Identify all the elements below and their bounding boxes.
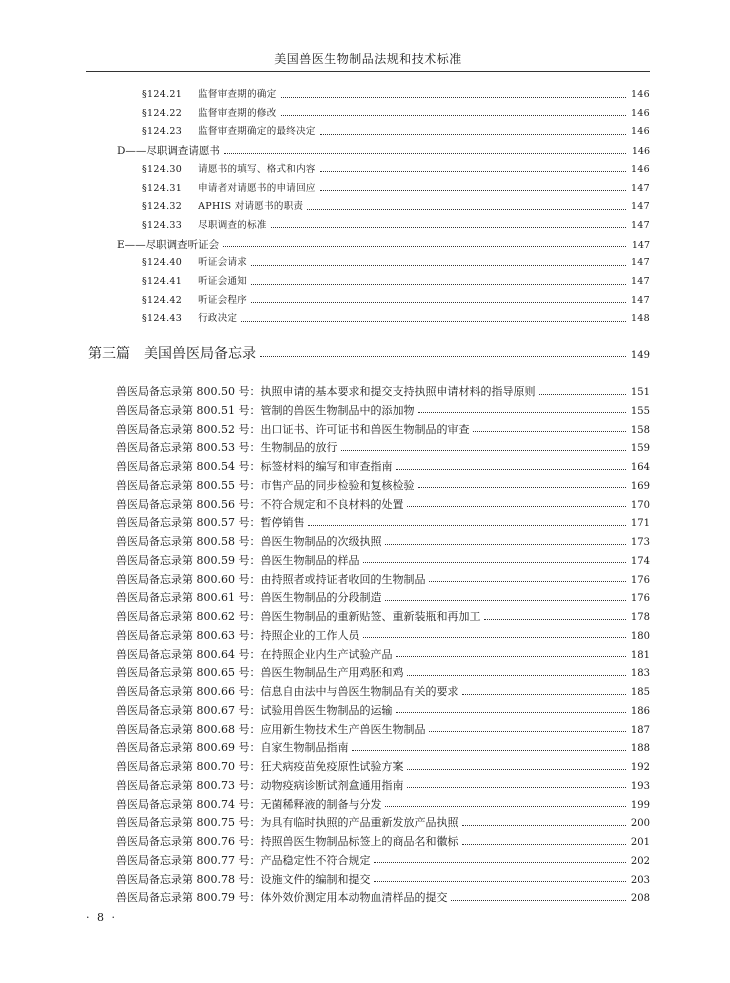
dot-leader (385, 600, 626, 601)
toc-page-number: 149 (630, 350, 650, 361)
memo-title: 标签材料的编写和审查指南 (260, 460, 393, 473)
toc-entry-section (142, 255, 650, 271)
dot-leader (407, 769, 626, 770)
dot-leader (281, 97, 627, 98)
toc-entry-section (142, 124, 650, 140)
section-title: 监督审查期确定的最终决定 (198, 126, 316, 138)
toc-page-number: 159 (630, 443, 650, 455)
toc-page-number: 183 (630, 668, 650, 680)
memo-label: 兽医局备忘录第 800.54 号： (116, 460, 261, 473)
dot-leader (473, 431, 626, 432)
toc-entry-section (142, 311, 650, 327)
section-number: §124.42 (142, 294, 183, 306)
subpart-title: E——尽职调查听证会 (117, 238, 220, 251)
memo-label: 兽医局备忘录第 800.69 号： (116, 741, 261, 755)
memo-title: 信息自由法中与兽医生物制品有关的要求 (260, 685, 459, 698)
dot-leader (251, 302, 626, 303)
toc-page-number: 147 (630, 182, 650, 194)
toc-page-number: 147 (631, 239, 650, 251)
toc-page-number: 200 (630, 818, 650, 830)
memo-title: 动物疫病诊断试剂盒通用指南 (260, 778, 404, 792)
toc-page-number: 199 (630, 799, 650, 811)
toc-page-number: 185 (630, 687, 650, 698)
toc-entry-section (142, 218, 650, 234)
toc-entry-subpart-e (117, 237, 650, 253)
memo-title: 兽医生物制品的次级执照 (260, 535, 382, 548)
toc-page-number: 170 (630, 499, 650, 511)
toc-page-number: 181 (630, 649, 650, 661)
memo-title: 兽医生物制品的样品 (260, 553, 360, 567)
dot-leader (418, 412, 626, 413)
toc-entry-memo (116, 589, 650, 607)
dot-leader (462, 825, 626, 826)
toc-page-number: 146 (630, 163, 650, 175)
memo-label: 兽医局备忘录第 800.73 号： (116, 778, 261, 792)
dot-leader (385, 544, 626, 545)
memo-label: 兽医局备忘录第 800.77 号： (116, 853, 261, 867)
toc-page-number: 151 (630, 387, 650, 398)
toc-page-number: 208 (630, 893, 650, 905)
toc-entry-part-3 (88, 343, 650, 365)
dot-leader (539, 394, 626, 395)
toc-entry-memo (116, 871, 650, 889)
toc-entry-memo (116, 664, 650, 682)
dot-leader (271, 227, 626, 228)
dot-leader (363, 562, 626, 563)
toc-page-number: 147 (630, 276, 650, 287)
dot-leader (374, 862, 626, 863)
toc-entry-section (142, 293, 650, 309)
memo-title: 体外效价测定用本动物血清样品的提交 (260, 891, 448, 905)
toc-page-number: 146 (631, 146, 650, 158)
memo-label: 兽医局备忘录第 800.68 号： (116, 722, 261, 736)
toc-entry-memo (116, 702, 650, 720)
dot-leader (429, 581, 626, 582)
section-title: 申请者对请愿书的申请回应 (198, 182, 316, 194)
memo-label: 兽医局备忘录第 800.52 号： (116, 422, 261, 436)
toc-entry-section (142, 181, 650, 197)
toc-entry-memo (116, 683, 650, 701)
toc-page-number: 146 (630, 89, 650, 100)
toc-page-number: 164 (630, 462, 650, 473)
part-title: 第三篇 美国兽医局备忘录 (88, 346, 256, 362)
toc-page-number: 171 (630, 518, 650, 530)
memo-label: 兽医局备忘录第 800.70 号： (116, 760, 261, 773)
section-title: 监督审查期的确定 (198, 89, 277, 100)
toc-entry-section (142, 162, 650, 178)
memo-title: 为具有临时执照的产品重新发放产品执照 (260, 816, 459, 830)
memo-label: 兽医局备忘录第 800.59 号： (116, 553, 261, 567)
memo-label: 兽医局备忘录第 800.78 号： (116, 872, 261, 886)
memo-label: 兽医局备忘录第 800.75 号： (116, 816, 261, 830)
memo-label: 兽医局备忘录第 800.63 号： (116, 628, 261, 642)
memo-title: 狂犬病疫苗免疫原性试验方案 (260, 760, 404, 773)
dot-leader (281, 115, 627, 116)
dot-leader (223, 246, 626, 247)
dot-leader (418, 487, 626, 488)
toc-page-number: 147 (630, 294, 650, 306)
toc-page-number: 193 (630, 780, 650, 792)
page-number: · 8 · (86, 911, 117, 924)
section-title: 监督审查期的修改 (198, 107, 277, 119)
dot-leader (352, 750, 626, 751)
toc-page-number: 202 (630, 855, 650, 867)
memo-label: 兽医局备忘录第 800.57 号： (116, 516, 261, 530)
memo-label: 兽医局备忘录第 800.65 号： (116, 666, 261, 680)
subpart-title: D——尽职调查请愿书 (117, 145, 220, 158)
memo-title: 持照企业的工作人员 (260, 628, 360, 642)
dot-leader (484, 619, 626, 620)
toc-entry-memo (116, 889, 650, 907)
toc-entry-memo (116, 571, 650, 589)
toc-entry-memo (116, 627, 650, 645)
memo-label: 兽医局备忘录第 800.55 号： (116, 478, 261, 492)
memo-title: 持照兽医生物制品标签上的商品名和徽标 (260, 835, 459, 848)
memo-title: 生物制品的放行 (260, 441, 338, 455)
dot-leader (320, 171, 626, 172)
section-number: §124.33 (142, 219, 183, 231)
toc-page-number: 186 (630, 705, 650, 717)
toc-entry-section (142, 274, 650, 290)
toc-entry-section (142, 106, 650, 122)
dot-leader (320, 134, 626, 135)
memo-label: 兽医局备忘录第 800.66 号： (116, 685, 261, 698)
toc-page-number: 147 (630, 257, 650, 269)
toc-entry-section (142, 87, 650, 103)
dot-leader (308, 525, 626, 526)
toc-entry-memo (116, 814, 650, 832)
toc-page-number: 174 (630, 555, 650, 567)
memo-title: 兽医生物制品的重新贴签、重新装瓶和再加工 (260, 610, 481, 623)
toc-page-number: 192 (630, 762, 650, 773)
toc-entry-memo (116, 496, 650, 514)
toc-entry-memo (116, 402, 650, 420)
toc-entry-memo (116, 721, 650, 739)
dot-leader (396, 469, 626, 470)
toc-entry-subpart-d (117, 143, 650, 159)
section-number: §124.40 (142, 257, 183, 269)
toc-page-number: 176 (630, 574, 650, 586)
dot-leader (451, 900, 626, 901)
memo-title: 兽医生物制品的分段制造 (260, 591, 382, 605)
toc-entry-memo (116, 833, 650, 851)
toc-page-number: 201 (630, 837, 650, 848)
toc-entry-memo (116, 458, 650, 476)
toc-page-number: 178 (630, 612, 650, 623)
toc-page-number: 180 (630, 630, 650, 642)
memo-label: 兽医局备忘录第 800.64 号： (116, 647, 261, 661)
section-number: §124.41 (142, 276, 183, 287)
dot-leader (224, 153, 626, 154)
memo-title: 由持照者或持证者收回的生物制品 (260, 572, 426, 586)
section-number: §124.30 (142, 163, 183, 175)
toc-entry-memo (116, 477, 650, 495)
dot-leader (429, 731, 626, 732)
dot-leader (251, 284, 626, 285)
toc-entry-memo (116, 796, 650, 814)
memo-title: 出口证书、许可证书和兽医生物制品的审查 (260, 422, 470, 436)
toc-page-number: 169 (630, 480, 650, 492)
dot-leader (341, 450, 626, 451)
section-number: §124.31 (142, 182, 183, 194)
toc-page-number: 155 (630, 405, 650, 417)
toc-entry-memo (116, 552, 650, 570)
dot-leader (385, 806, 626, 807)
toc-page-number: 147 (630, 219, 650, 231)
section-title: 听证会程序 (198, 294, 248, 306)
section-number: §124.21 (142, 89, 183, 100)
memo-title: 不符合规定和不良材料的处置 (260, 497, 404, 511)
section-number: §124.43 (142, 313, 183, 325)
toc-entry-memo (116, 439, 650, 457)
toc-page-number: 158 (630, 424, 650, 436)
dot-leader (307, 209, 626, 210)
section-number: §124.32 (142, 201, 183, 213)
dot-leader (407, 506, 626, 507)
dot-leader (363, 637, 626, 638)
memo-label: 兽医局备忘录第 800.51 号： (116, 403, 261, 417)
toc-page-number: 188 (630, 743, 650, 755)
toc-entry-memo (116, 383, 650, 401)
dot-leader (462, 844, 626, 845)
memo-title: 应用新生物技术生产兽医生物制品 (260, 722, 426, 736)
dot-leader (407, 675, 626, 676)
running-header: 美国兽医生物制品法规和技术标准 (274, 52, 462, 66)
toc-entry-memo (116, 739, 650, 757)
section-number: §124.22 (142, 107, 183, 119)
toc-entry-memo (116, 852, 650, 870)
memo-label: 兽医局备忘录第 800.61 号： (116, 591, 261, 605)
memo-label: 兽医局备忘录第 800.67 号： (116, 703, 261, 717)
memo-title: 管制的兽医生物制品中的添加物 (260, 403, 415, 417)
memo-label: 兽医局备忘录第 800.76 号： (116, 835, 261, 848)
toc-entry-memo (116, 758, 650, 776)
toc-page-number: 203 (630, 874, 650, 886)
memo-title: 试验用兽医生物制品的运输 (260, 703, 393, 717)
memo-label: 兽医局备忘录第 800.58 号： (116, 535, 261, 548)
section-title: 听证会请求 (198, 257, 248, 269)
header-rule (86, 71, 650, 72)
toc-page-number: 147 (630, 201, 650, 213)
toc-page-number: 176 (630, 593, 650, 605)
section-title: APHIS 对请愿书的职责 (198, 201, 304, 213)
memo-label: 兽医局备忘录第 800.62 号： (116, 610, 261, 623)
dot-leader (396, 712, 626, 713)
section-number: §124.23 (142, 126, 183, 138)
toc-entry-memo (116, 777, 650, 795)
memo-label: 兽医局备忘录第 800.79 号： (116, 891, 261, 905)
section-title: 听证会通知 (198, 276, 248, 287)
section-title: 尽职调查的标准 (198, 219, 267, 231)
dot-leader (396, 656, 626, 657)
toc-page-number: 146 (630, 107, 650, 119)
memo-title: 产品稳定性不符合规定 (260, 853, 371, 867)
dot-leader (407, 787, 626, 788)
dot-leader (260, 356, 626, 357)
memo-title: 兽医生物制品生产用鸡胚和鸡 (260, 666, 404, 680)
toc-entry-memo (116, 608, 650, 626)
toc-entry-memo (116, 421, 650, 439)
memo-label: 兽医局备忘录第 800.74 号： (116, 797, 261, 811)
memo-title: 执照申请的基本要求和提交支持执照申请材料的指导原则 (260, 385, 536, 398)
memo-label: 兽医局备忘录第 800.56 号： (116, 497, 261, 511)
memo-label: 兽医局备忘录第 800.53 号： (116, 441, 261, 455)
toc-page-number: 148 (630, 313, 650, 325)
memo-title: 无菌稀释液的制备与分发 (260, 797, 382, 811)
memo-label: 兽医局备忘录第 800.60 号： (116, 572, 261, 586)
dot-leader (251, 265, 626, 266)
toc-entry-memo (116, 533, 650, 551)
memo-title: 自家生物制品指南 (260, 741, 349, 755)
memo-title: 设施文件的编制和提交 (260, 872, 371, 886)
toc-page-number: 173 (630, 537, 650, 548)
dot-leader (241, 321, 626, 322)
section-title: 请愿书的填写、格式和内容 (198, 163, 316, 175)
memo-title: 暂停销售 (260, 516, 305, 530)
dot-leader (320, 190, 626, 191)
toc-entry-memo (116, 646, 650, 664)
memo-label: 兽医局备忘录第 800.50 号： (116, 385, 261, 398)
toc-entry-memo (116, 514, 650, 532)
section-title: 行政决定 (198, 313, 238, 325)
dot-leader (462, 694, 626, 695)
toc-page-number: 187 (630, 724, 650, 736)
memo-title: 在持照企业内生产试验产品 (260, 647, 393, 661)
dot-leader (374, 881, 626, 882)
toc-page-number: 146 (630, 126, 650, 138)
toc-entry-section (142, 199, 650, 215)
memo-title: 市售产品的同步检验和复核检验 (260, 478, 415, 492)
